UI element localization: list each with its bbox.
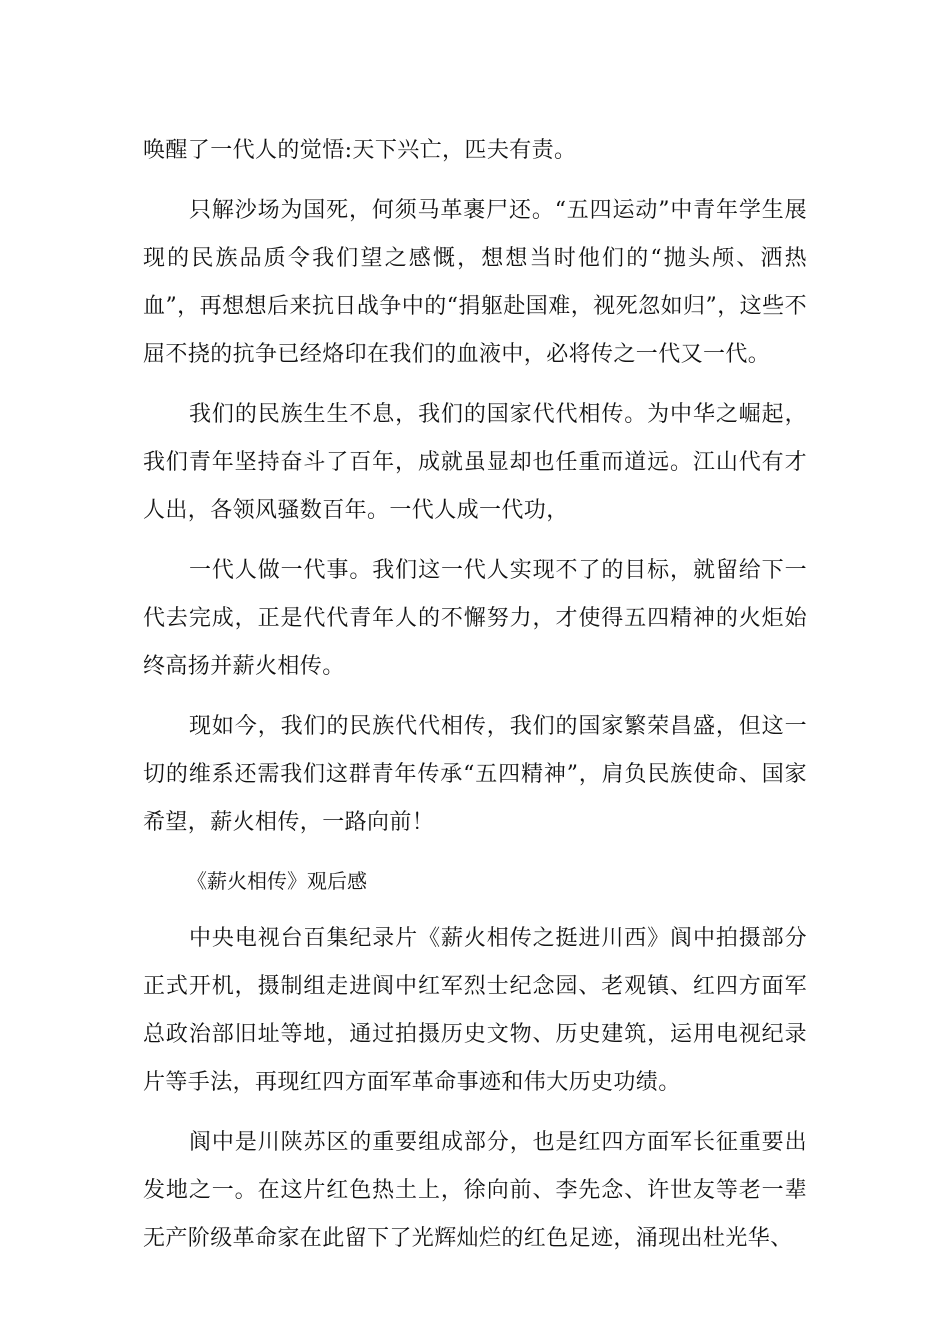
paragraph-1: 唤醒了一代人的觉悟:天下兴亡，匹夫有责。 [143,138,577,163]
paragraph-2: 只解沙场为国死，何须马革裹尸还。“五四运动”中青年学生展现的民族品质令我们望之感慨，想想当时他们的“抛头颅、洒热血”，再想想后来抗日战争中的“捐躯赴国难，视死忽如归”，这些不屈不挠的抗争已经烙印在我们的血液中，必将传之一代又一代。 [143,198,807,367]
paragraph-3: 我们的民族生生不息，我们的国家代代相传。为中华之崛起，我们青年坚持奋斗了百年，成就虽显却也任重而道远。江山代有才人出，各领风骚数百年。一代人成一代功， [143,402,807,523]
section-title: 《薪火相传》观后感 [187,869,367,893]
section-paragraph-2: 阆中是川陕苏区的重要组成部分，也是红四方面军长征重要出发地之一。在这片红色热土上，徐向前、李先念、许世友等老一辈无产阶级革命家在此留下了光辉灿烂的红色足迹，涌现出杜光华、 [143,1130,807,1251]
paragraph-5: 现如今，我们的民族代代相传，我们的国家繁荣昌盛，但这一切的维系还需我们这群青年传承“五四精神”，肩负民族使命、国家希望，薪火相传，一路向前！ [143,714,807,835]
document-page [143,127,807,1275]
paragraph-4: 一代人做一代事。我们这一代人实现不了的目标，就留给下一代去完成，正是代代青年人的不懈努力，才使得五四精神的火炬始终高扬并薪火相传。 [143,558,807,679]
section-paragraph-1: 中央电视台百集纪录片《薪火相传之挺进川西》阆中拍摄部分正式开机，摄制组走进阆中红军烈士纪念园、老观镇、红四方面军总政治部旧址等地，通过拍摄历史文物、历史建筑，运用电视纪录片等手法，再现红四方面军革命事迹和伟大历史功绩。 [143,926,807,1095]
